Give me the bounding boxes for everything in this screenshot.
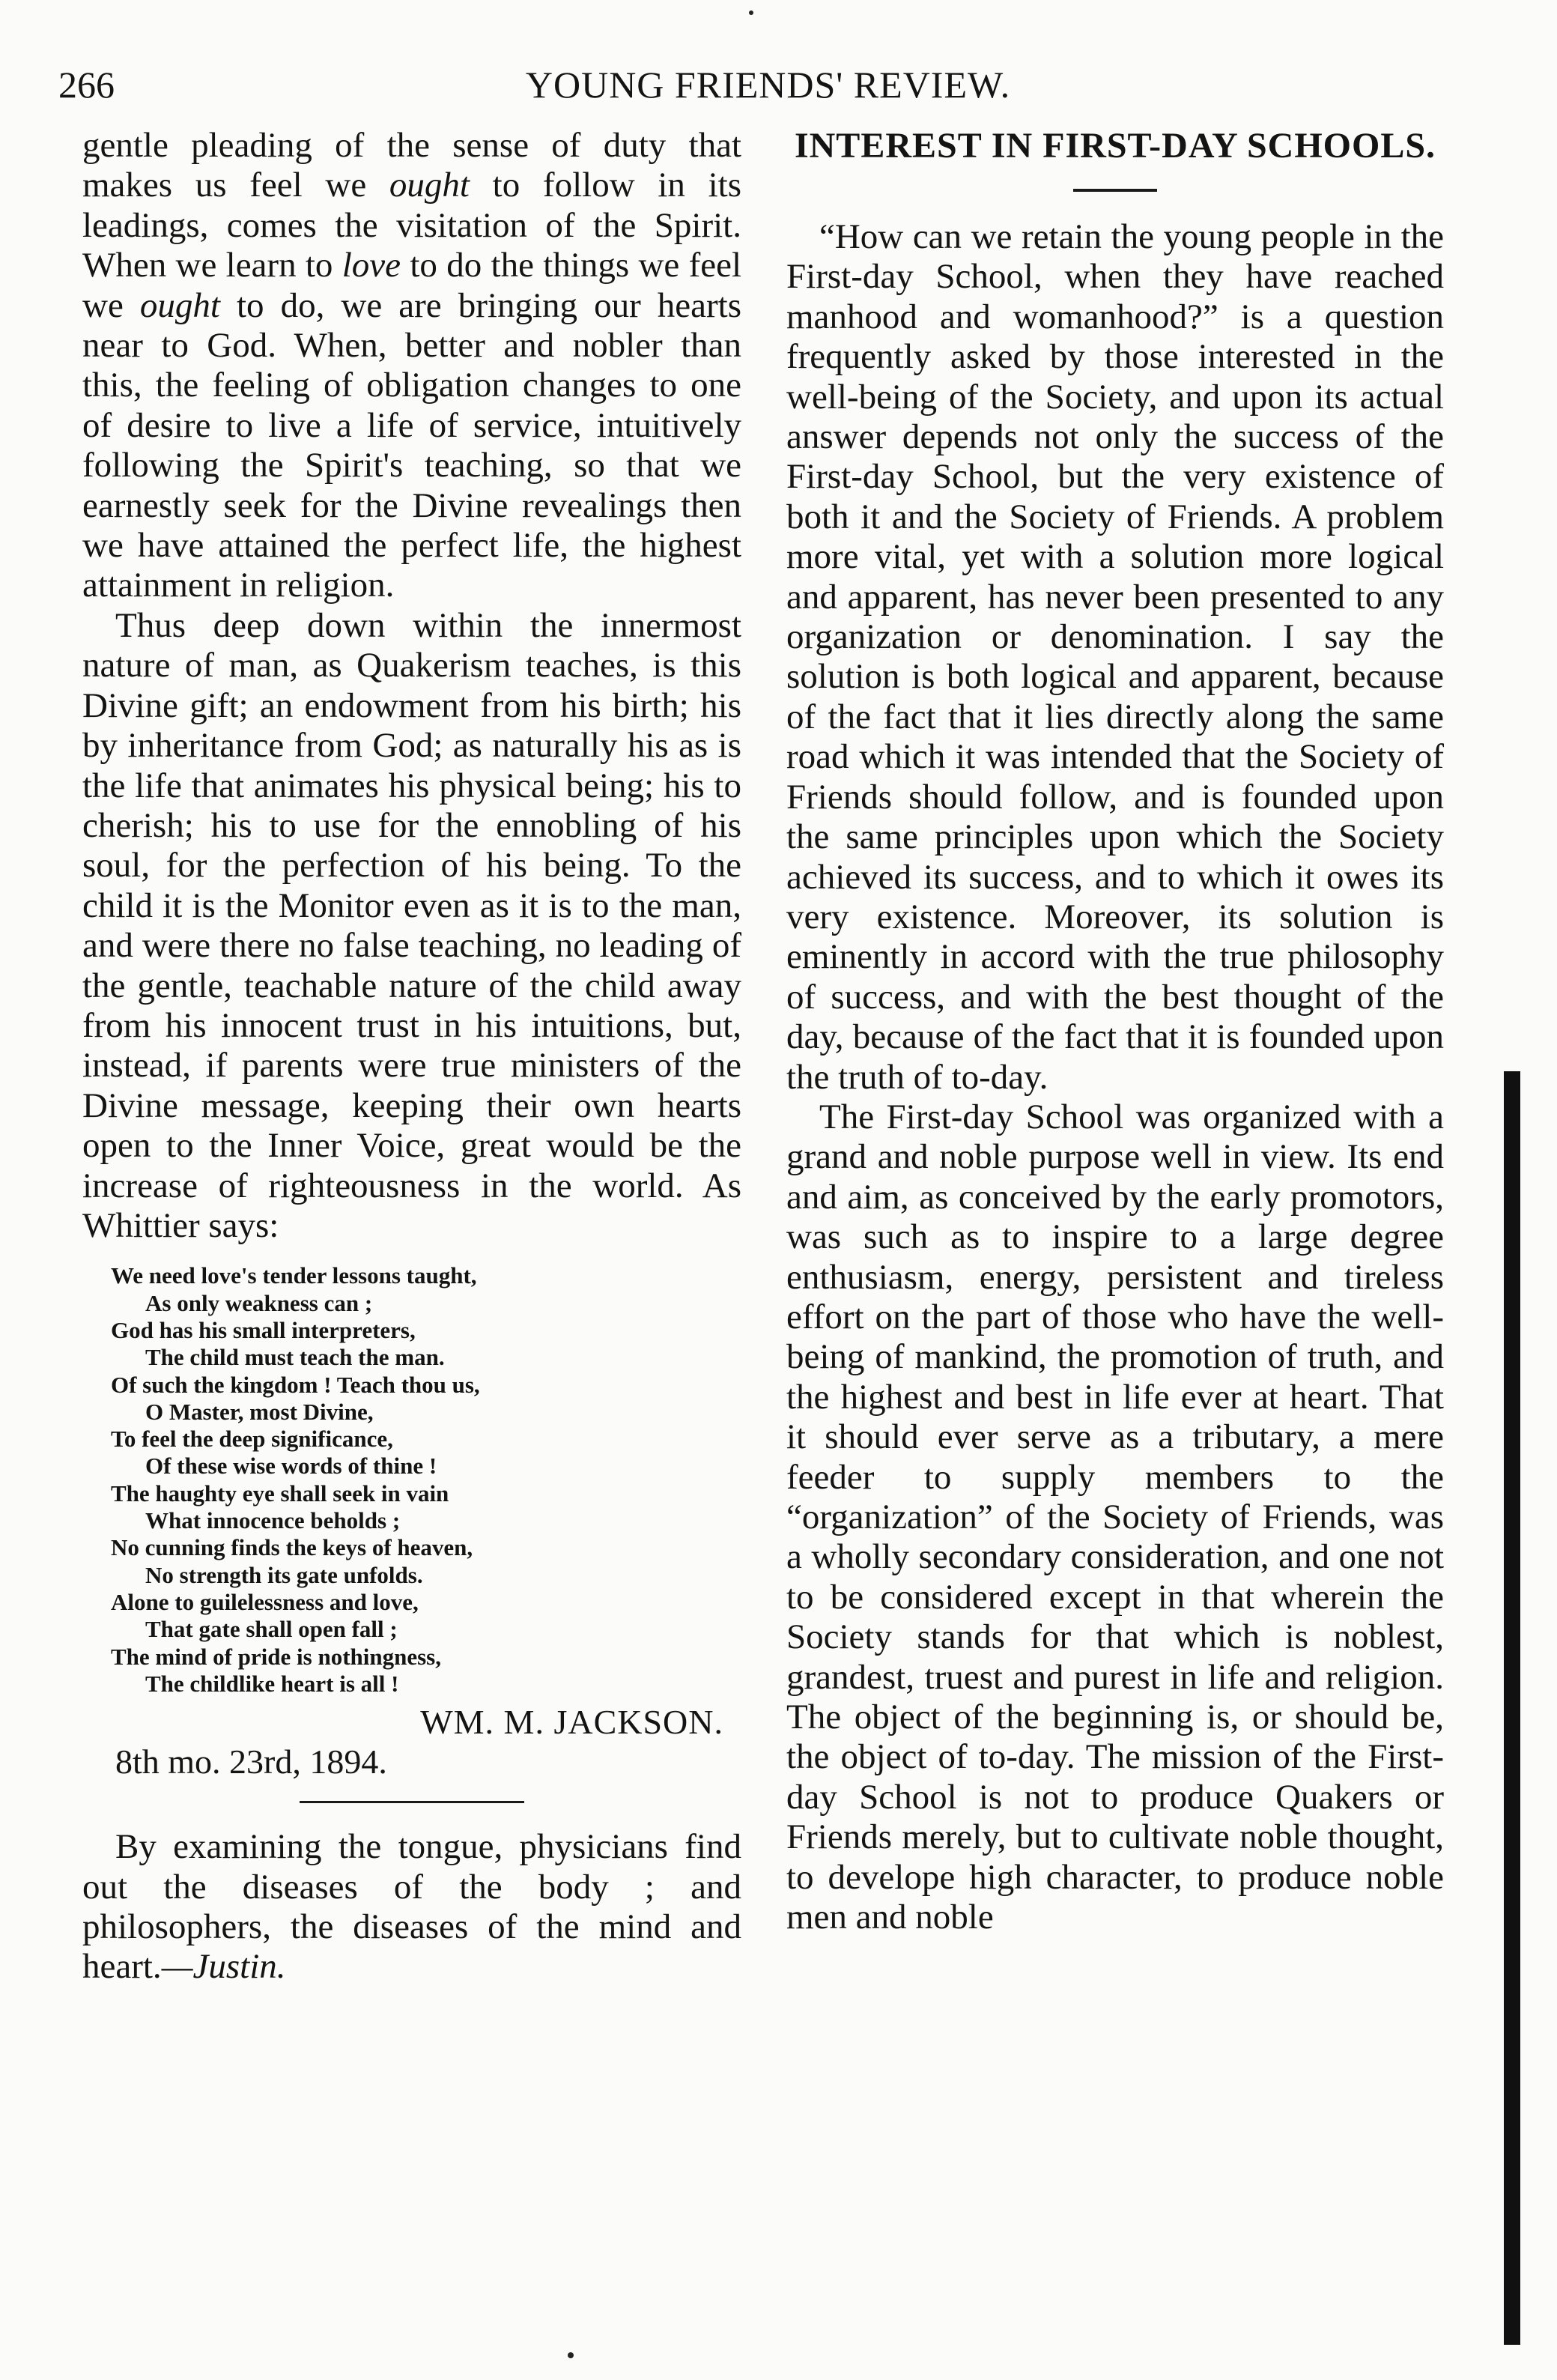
poem-line: We need love's tender lessons taught, <box>111 1262 477 1289</box>
poem-line: Of such the kingdom ! Teach thou us, <box>111 1371 480 1398</box>
poem-line: What innocence beholds ; <box>145 1507 401 1534</box>
emphasis-word: ought <box>139 285 220 325</box>
poem <box>111 1262 741 1698</box>
left-paragraph-1: gentle pleading of the sense of duty that makes us feel we ought to follow in its leadings, comes the visitation of the Spirit. When we learn to love to do the things we feel we ought to do, we are bringing our hearts near to God. When, better and nobler than this, the feeling of obligation changes to one of desire to live a life of service, intuitively following the Spirit's teaching, so that we earnestly seek for the Divine revealings then we have attained the perfect life, the highest attainment in religion. <box>82 126 741 605</box>
poem-line: No strength its gate unfolds. <box>145 1561 423 1588</box>
poem-line: The childlike heart is all ! <box>145 1670 399 1697</box>
poem-line: God has his small interpreters, <box>111 1316 416 1343</box>
scan-speck <box>568 2352 574 2358</box>
poem-line: That gate shall open fall ; <box>145 1616 398 1643</box>
scan-edge-bar <box>1504 1071 1520 2345</box>
page-number: 266 <box>58 64 115 106</box>
poem-line: To feel the deep significance, <box>111 1426 393 1453</box>
poem-line: O Master, most Divine, <box>145 1398 374 1425</box>
poem-line: No cunning finds the keys of heaven, <box>111 1534 473 1561</box>
title-divider <box>1073 189 1157 192</box>
article-title: INTEREST IN FIRST-DAY SCHOOLS. <box>794 126 1436 166</box>
quote-text: By examining the tongue, physicians find out the diseases of the body ; and philosophers, the diseases of the mind and heart. <box>82 1827 741 1987</box>
quote-paragraph <box>82 1827 741 1987</box>
section-divider <box>300 1801 524 1803</box>
signature: WM. M. JACKSON. <box>420 1703 723 1742</box>
quote-attribution: —Justin. <box>161 1947 286 1987</box>
page-header <box>58 58 1478 111</box>
emphasis-word: love <box>342 246 401 285</box>
scan-speck <box>749 10 753 15</box>
right-paragraph-1: “How can we retain the young people in the First-day School, when they have reached manhood and womanhood?” is a question frequently asked by those interested in the well-being of the Society, and upon its actual answer depends not only the success of the First-day School, but the very existence of both it and the Society of Friends. A problem more vital, yet with a solution more logical and apparent, has never been presented to any organization or denomination. I say the solution is both logical and apparent, because of the fact that it lies directly along the same road which it was intended that the Society of Friends should follow, and is founded upon the same principles upon which the Society achieved its success, and to which it owes its very existence. Moreover, its solution is eminently in accord with the true philosophy of success, and with the best thought of the day, because of the fact that it is founded upon the truth of to-day. <box>786 217 1444 1097</box>
poem-line: The mind of pride is nothingness, <box>111 1643 441 1670</box>
poem-line: The child must teach the man. <box>145 1344 445 1371</box>
dateline: 8th mo. 23rd, 1894. <box>115 1742 387 1781</box>
right-column <box>786 126 1444 1937</box>
right-paragraph-2: The First-day School was organized with a grand and noble purpose well in view. Its end and aim, as conceived by the early promotors, was such as to inspire to a large degree enthusiasm, energy, persistent and tireless effort on the part of those who have the well-being of mankind, the promotion of truth, and the highest and best in life ever at heart. That it should ever serve as a tributary, a mere feeder to supply members to the “organization” of the Society of Friends, was a wholly secondary consideration, and one not to be considered except in that wherein the Society stands for that which is noblest, grandest, truest and purest in life and religion. The object of the beginning is, or should be, the object of to-day. The mission of the First-day School is not to produce Quakers or Friends merely, but to cultivate noble thought, to develope high character, to produce noble men and noble <box>786 1097 1444 1937</box>
poem-line: Of these wise words of thine ! <box>145 1453 437 1480</box>
running-title: YOUNG FRIENDS' REVIEW. <box>525 64 1011 106</box>
left-column <box>82 126 741 1987</box>
poem-line: As only weakness can ; <box>145 1289 373 1316</box>
emphasis-word: ought <box>389 166 470 205</box>
poem-line: The haughty eye shall seek in vain <box>111 1480 449 1507</box>
poem-line: Alone to guilelessness and love, <box>111 1588 419 1615</box>
left-paragraph-2: Thus deep down within the innermost nature of man, as Quakerism teaches, is this Divine gift; an endowment from his birth; his by inheritance from God; as naturally his as is the life that animates his physical being; his to cherish; his to use for the ennobling of his soul, for the perfection of his being. To the child it is the Monitor even as it is to the man, and were there no false teaching, no leading of the gentle, teachable nature of the child away from his innocent trust in his intuitions, but, instead, if parents were true ministers of the Divine message, keeping their own hearts open to the Inner Voice, great would be the increase of righteousness in the world. As Whittier says: <box>82 605 741 1245</box>
